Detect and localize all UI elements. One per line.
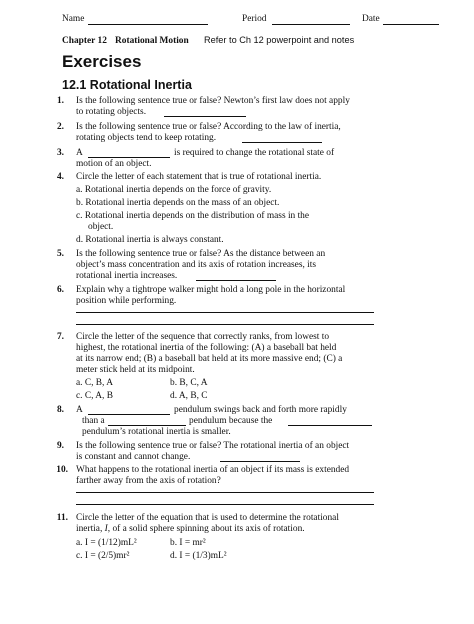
q11-number: 11. bbox=[56, 513, 68, 523]
period-field-line[interactable] bbox=[272, 24, 350, 25]
q2-number: 2. bbox=[56, 122, 64, 132]
q3-number: 3. bbox=[56, 148, 64, 158]
q7-line4: meter stick held at its midpoint. bbox=[76, 365, 195, 375]
q11-line2-b: , of a solid sphere spinning about its axis of rotation. bbox=[107, 524, 305, 534]
page-title: Exercises bbox=[62, 52, 142, 71]
q10-answer-line-2[interactable] bbox=[76, 504, 374, 505]
q4-option-b[interactable]: b. Rotational inertia depends on the mass of an object. bbox=[76, 198, 280, 208]
q1-number: 1. bbox=[56, 96, 64, 106]
q4-option-a[interactable]: a. Rotational inertia depends on the force of gravity. bbox=[76, 185, 272, 195]
q4-option-c[interactable]: c. Rotational inertia depends on the distribution of mass in the bbox=[76, 211, 310, 221]
q6-number: 6. bbox=[56, 285, 64, 295]
q8-answer-line-3[interactable] bbox=[288, 425, 372, 426]
q8-than-a: than a bbox=[82, 416, 105, 426]
q8-answer-line-2[interactable] bbox=[108, 425, 186, 426]
q3-a: A bbox=[76, 148, 83, 158]
q7-line1: Circle the letter of the sequence that correctly ranks, from lowest to bbox=[76, 332, 330, 342]
q5-line3: rotational inertia increases. bbox=[76, 271, 178, 281]
q7-option-b[interactable]: b. B, C, A bbox=[170, 378, 208, 388]
q7-option-a[interactable]: a. C, B, A bbox=[76, 378, 113, 388]
q11-line2-a: inertia, bbox=[76, 524, 103, 534]
q7-line3: at its narrow end; (B) a baseball bat held at its more massive end; (C) a bbox=[76, 354, 343, 364]
q8-number: 8. bbox=[56, 405, 64, 415]
date-label: Date bbox=[362, 14, 380, 24]
q11-line2-i: I bbox=[104, 524, 108, 534]
q3-answer-line[interactable] bbox=[88, 157, 170, 158]
q5-line1: Is the following sentence true or false? As the distance between an bbox=[76, 249, 326, 259]
section-title: 12.1 Rotational Inertia bbox=[62, 78, 192, 92]
q7-option-d[interactable]: d. A, B, C bbox=[170, 391, 208, 401]
q8-line3: pendulum’s rotational inertia is smaller. bbox=[82, 427, 231, 437]
name-field-line[interactable] bbox=[88, 24, 208, 25]
handwritten-note: Refer to Ch 12 powerpoint and notes bbox=[204, 35, 355, 45]
q7-option-c[interactable]: c. C, A, B bbox=[76, 391, 113, 401]
q4-option-d[interactable]: d. Rotational inertia is always constant. bbox=[76, 235, 224, 245]
q4-line1: Circle the letter of each statement that is true of rotational inertia. bbox=[76, 172, 322, 182]
period-label: Period bbox=[242, 14, 267, 24]
name-label: Name bbox=[62, 14, 85, 24]
q9-number: 9. bbox=[56, 441, 64, 451]
q7-number: 7. bbox=[56, 332, 64, 342]
q3-line1-rest: is required to change the rotational state of bbox=[174, 148, 335, 158]
q11-option-d[interactable]: d. I = (1/3)mL² bbox=[170, 551, 227, 561]
q8-answer-line-1[interactable] bbox=[88, 414, 170, 415]
q8-a: A bbox=[76, 405, 83, 415]
q6-line1: Explain why a tightrope walker might hold a long pole in the horizontal bbox=[76, 285, 346, 295]
q3-line2: motion of an object. bbox=[76, 159, 152, 169]
q11-option-b[interactable]: b. I = mr² bbox=[170, 538, 206, 548]
q10-line2: farther away from the axis of rotation? bbox=[76, 476, 221, 486]
q11-option-a[interactable]: a. I = (1/12)mL² bbox=[76, 538, 137, 548]
q4-number: 4. bbox=[56, 172, 64, 182]
q6-answer-line-1[interactable] bbox=[76, 312, 374, 313]
q9-line1: Is the following sentence true or false? The rotational inertia of an object bbox=[76, 441, 350, 451]
q2-line1: Is the following sentence true or false? According to the law of inertia, bbox=[76, 122, 341, 132]
q11-option-c[interactable]: c. I = (2/5)mr² bbox=[76, 551, 130, 561]
q6-line2: position while performing. bbox=[76, 296, 177, 306]
q10-number: 10. bbox=[56, 465, 68, 475]
q4-option-c-cont: object. bbox=[88, 222, 114, 232]
q10-line1: What happens to the rotational inertia of an object if its mass is extended bbox=[76, 465, 350, 475]
q11-line2 bbox=[76, 524, 305, 535]
q8-line1-rest: pendulum swings back and forth more rapidly bbox=[174, 405, 347, 415]
q5-line2: object’s mass concentration and its axis of rotation increases, its bbox=[76, 260, 317, 270]
q1-line1: Is the following sentence true or false? Newton’s first law does not apply bbox=[76, 96, 350, 106]
date-field-line[interactable] bbox=[383, 24, 439, 25]
chapter-title: Rotational Motion bbox=[115, 36, 189, 46]
q10-answer-line-1[interactable] bbox=[76, 492, 374, 493]
q1-line2: to rotating objects. bbox=[76, 107, 147, 117]
q5-answer-line[interactable] bbox=[196, 280, 276, 281]
q1-answer-line[interactable] bbox=[164, 116, 246, 117]
q9-answer-line[interactable] bbox=[220, 461, 300, 462]
q9-line2: is constant and cannot change. bbox=[76, 452, 191, 462]
chapter-label: Chapter 12 bbox=[62, 36, 107, 46]
q8-line2-mid: pendulum because the bbox=[189, 416, 273, 426]
q2-line2: rotating objects tend to keep rotating. bbox=[76, 133, 217, 143]
q6-answer-line-2[interactable] bbox=[76, 324, 374, 325]
q5-number: 5. bbox=[56, 249, 64, 259]
q2-answer-line[interactable] bbox=[242, 142, 322, 143]
q11-line1: Circle the letter of the equation that is used to determine the rotational bbox=[76, 513, 339, 523]
q7-line2: highest, the rotational inertia of the following: (A) a baseball bat held bbox=[76, 343, 337, 353]
